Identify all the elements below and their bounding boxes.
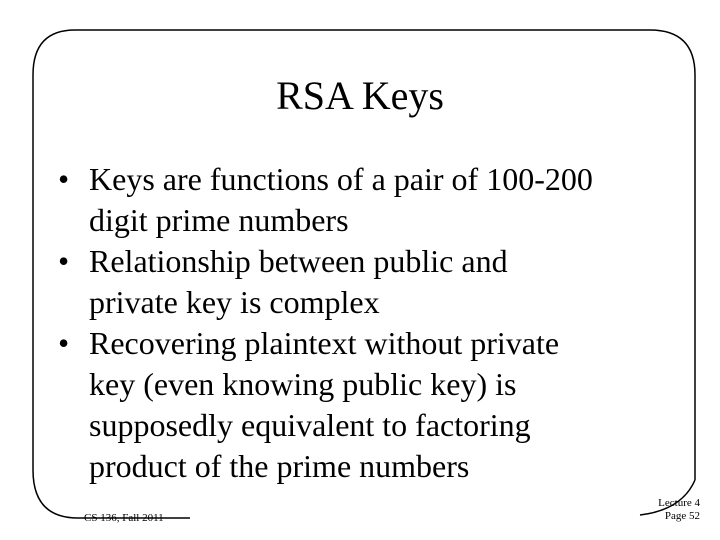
bullet-line: product of the prime numbers bbox=[89, 448, 470, 484]
bullet-line: key (even knowing public key) is bbox=[89, 366, 517, 402]
footer-page-number: Page 52 bbox=[664, 510, 700, 522]
footer-page-info bbox=[658, 497, 700, 523]
bullet-item bbox=[58, 159, 678, 241]
bullet-list bbox=[58, 159, 678, 487]
bullet-line: private key is complex bbox=[89, 284, 380, 320]
footer-lecture: Lecture 4 bbox=[658, 497, 700, 509]
bullet-item bbox=[58, 241, 678, 323]
bullet-item bbox=[58, 323, 678, 487]
bullet-icon: • bbox=[58, 161, 70, 197]
bullet-line: supposedly equivalent to factoring bbox=[89, 407, 531, 443]
slide-title: RSA Keys bbox=[276, 73, 444, 118]
bullet-line: Keys are functions of a pair of 100-200 bbox=[89, 161, 593, 197]
bullet-icon: • bbox=[58, 243, 70, 279]
bullet-line: digit prime numbers bbox=[89, 202, 349, 238]
footer-course: CS 136, Fall 2011 bbox=[84, 512, 164, 524]
bullet-icon: • bbox=[58, 325, 70, 361]
bullet-line: Recovering plaintext without private bbox=[89, 325, 560, 361]
bullet-line: Relationship between public and bbox=[89, 243, 508, 279]
